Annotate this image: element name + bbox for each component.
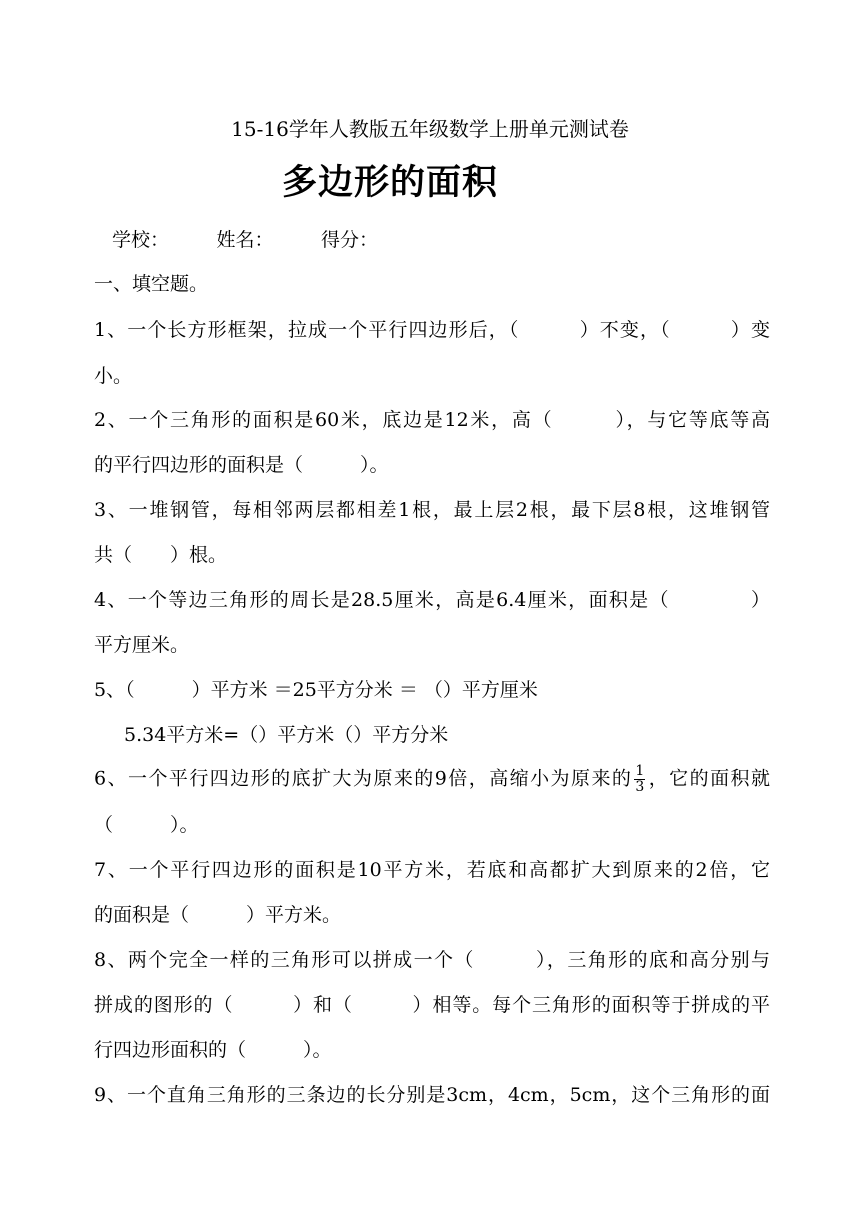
question-8-line-3: 行四边形面积的（ ）。 [94,1039,332,1061]
question-6-text-before-fraction: 6、一个平行四边形的底扩大为原来的9倍，高缩小为原来的 [94,767,633,790]
question-5-line-2: 5.34平方米=（）平方米（）平方分米 [124,724,449,746]
question-1-line-1: 1、一个长方形框架，拉成一个平行四边形后，（ ）不变，（ ）变 [94,319,770,341]
exam-title: 多边形的面积 [282,163,499,203]
question-4-line-2: 平方厘米。 [94,634,190,656]
question-6-text-after-fraction: ，它的面积就 [647,767,770,790]
question-7-line-1: 7、一个平行四边形的面积是10平方米，若底和高都扩大到原来的2倍，它 [94,859,770,881]
question-6-line-2: （ ）。 [94,814,199,836]
question-1-line-2: 小。 [94,365,133,387]
question-6-line-1 [94,764,770,795]
section-heading: 一、填空题。 [94,273,209,295]
question-2-line-1: 2、一个三角形的面积是60米，底边是12米，高（ ），与它等底等高 [94,409,770,431]
fraction-denominator: 3 [635,779,645,795]
question-4-line-1: 4、一个等边三角形的周长是28.5厘米，高是6.4厘米，面积是（ ） [94,589,770,611]
question-9-line-1: 9、一个直角三角形的三条边的长分别是3cm，4cm，5cm，这个三角形的面 [94,1084,770,1106]
question-5-line-1: 5、（ ）平方米 ＝25平方分米 ＝ （）平方厘米 [94,679,538,701]
fraction-numerator: 1 [635,763,645,779]
fraction-one-third [634,764,645,795]
question-8-line-2: 拼成的图形的（ ）和（ ）相等。每个三角形的面积等于拼成的平 [94,994,770,1016]
question-8-line-1: 8、两个完全一样的三角形可以拼成一个（ ），三角形的底和高分别与 [94,949,770,971]
question-7-line-2: 的面积是（ ）平方米。 [94,904,342,926]
question-3-line-1: 3、一堆钢管，每相邻两层都相差1根，最上层2根，最下层8根，这堆钢管 [94,499,770,521]
question-2-line-2: 的平行四边形的面积是（ ）。 [94,454,389,476]
student-info-line: 学校： 姓名： 得分： [112,229,379,251]
question-3-line-2: 共（ ）根。 [94,544,228,566]
exam-subtitle: 15-16学年人教版五年级数学上册单元测试卷 [231,117,629,141]
